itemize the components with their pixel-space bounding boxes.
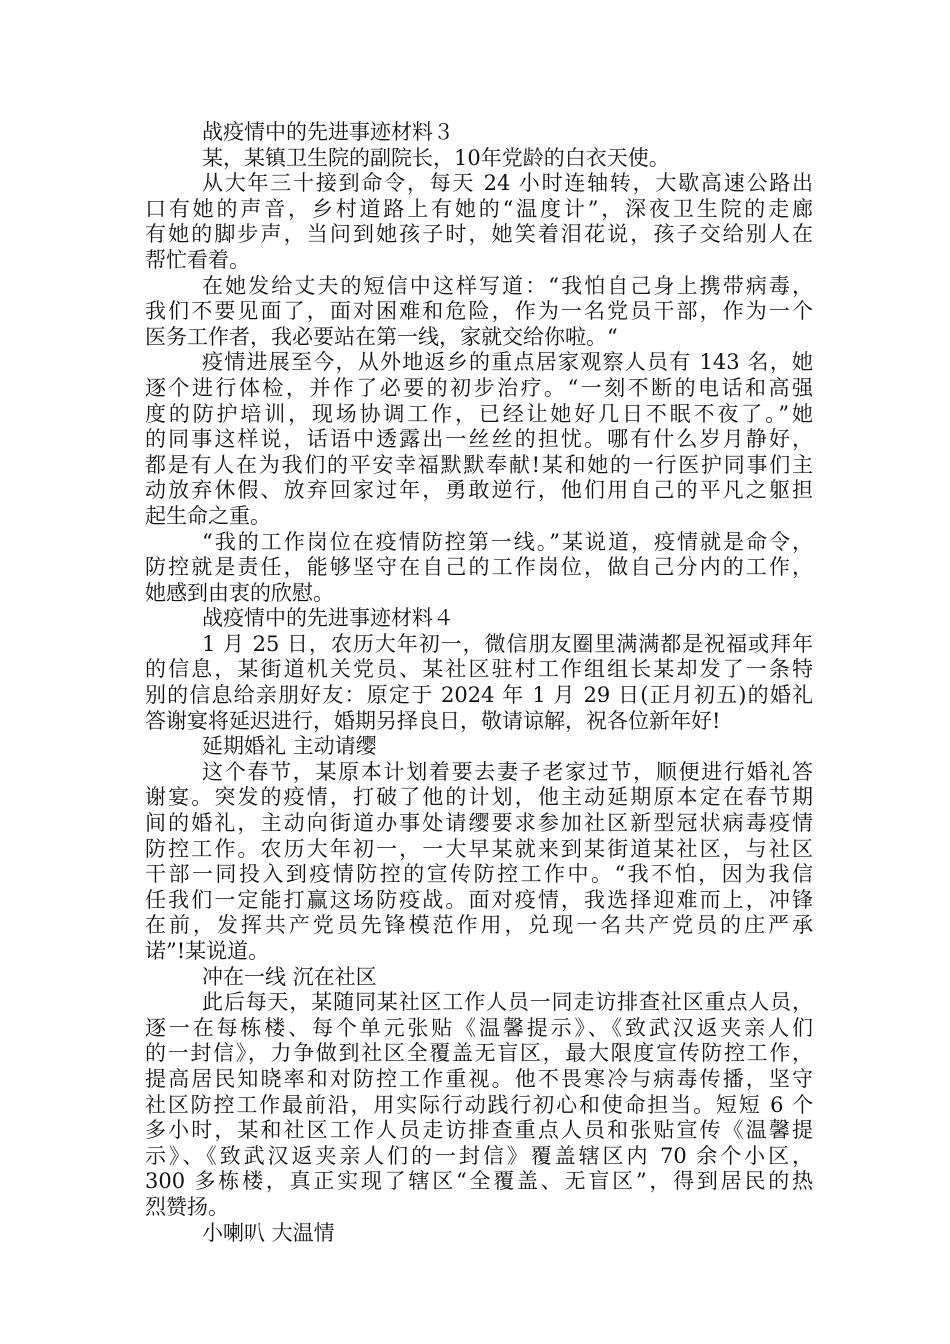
paragraph-last-line: 起生命之重。 bbox=[145, 503, 271, 528]
paragraph-line: 在前，发挥共产党员先锋模范作用，兑现一名共产党员的庄严承 bbox=[145, 913, 813, 938]
paragraph-line: 逐个进行体检，并作了必要的初步治疗。“一刻不断的电话和高强 bbox=[145, 375, 813, 400]
paragraph-first-line: 此后每天，某随同某社区工作人员一同走访排查社区重点人员， bbox=[202, 990, 813, 1015]
paragraph-first-line: “我的工作岗位在疫情防控第一线。”某说道，疫情就是命令， bbox=[202, 529, 813, 554]
paragraph-line: 口有她的声音，乡村道路上有她的“温度计”，深夜卫生院的走廊 bbox=[145, 196, 813, 221]
section-heading: 小喇叭 大温情 bbox=[202, 1220, 335, 1245]
paragraph-first-line: 1 月 25 日，农历大年初一，微信朋友圈里满满都是祝福或拜年 bbox=[202, 631, 813, 656]
section-heading: 冲在一线 沉在社区 bbox=[202, 964, 377, 989]
paragraph-line: 度的防护培训，现场协调工作，已经让她好几日不眠不夜了。”她 bbox=[145, 401, 813, 426]
paragraph-line: 别的信息给亲朋好友：原定于 2024 年 1 月 29 日(正月初五)的婚礼 bbox=[145, 683, 813, 708]
paragraph-line: 防控就是责任，能够坚守在自己的工作岗位，做自己分内的工作， bbox=[145, 555, 813, 580]
paragraph-line: 谢宴。突发的疫情，打破了他的计划，他主动延期原本定在春节期 bbox=[145, 785, 813, 810]
paragraph-line: 多小时，某和社区工作人员走访排查重点人员和张贴宣传《温馨提 bbox=[145, 1118, 813, 1143]
document-body bbox=[145, 120, 813, 1246]
section-heading: 延期婚礼 主动请缨 bbox=[202, 734, 377, 759]
paragraph-line: 提高居民知晓率和对防控工作重视。他不畏寒冷与病毒传播，坚守 bbox=[145, 1066, 813, 1091]
paragraph-line: 社区防控工作最前沿，用实际行动践行初心和使命担当。短短 6 个 bbox=[145, 1092, 813, 1117]
paragraph-line: 动放弃休假、放弃回家过年，勇敢逆行，他们用自己的平凡之躯担 bbox=[145, 478, 813, 503]
paragraph-line: 防控工作。农历大年初一，一大早某就来到某街道某社区，与社区 bbox=[145, 836, 813, 861]
paragraph-line: 的同事这样说，话语中透露出一丝丝的担忧。哪有什么岁月静好， bbox=[145, 427, 813, 452]
paragraph-line: 的一封信》，力争做到社区全覆盖无盲区，最大限度宣传防控工作， bbox=[145, 1041, 813, 1066]
paragraph-line: 干部一同投入到疫情防控的宣传防控工作中。“我不怕，因为我信 bbox=[145, 862, 813, 887]
section-heading: 战疫情中的先进事迹材料４ bbox=[202, 606, 454, 631]
paragraph-first-line: 在她发给丈夫的短信中这样写道：“我怕自己身上携带病毒， bbox=[202, 273, 813, 298]
paragraph-last-line: 医务工作者，我必要站在第一线，家就交给你啦。“ bbox=[145, 324, 618, 349]
paragraph-first-line: 这个春节，某原本计划着要去妻子老家过节，顺便进行婚礼答 bbox=[202, 759, 813, 784]
paragraph-last-line: 诺”!某说道。 bbox=[145, 939, 270, 963]
section-heading: 战疫情中的先进事迹材料３ bbox=[202, 120, 454, 144]
paragraph-line: 示》、《致武汉返夹亲人们的一封信》覆盖辖区内 70 余个小区， bbox=[145, 1143, 813, 1168]
paragraph-line: 任我们一定能打赢这场防疫战。面对疫情，我选择迎难而上，冲锋 bbox=[145, 887, 813, 912]
document-page bbox=[145, 120, 813, 1246]
paragraph-last-line: 帮忙看着。 bbox=[145, 247, 250, 272]
paragraph-line: 的信息，某街道机关党员、某社区驻村工作组组长某却发了一条特 bbox=[145, 657, 813, 682]
paragraph-line: 都是有人在为我们的平安幸福默默奉献!某和她的一行医护同事们主 bbox=[145, 452, 813, 477]
paragraph-single-line: 某，某镇卫生院的副院长，10年党龄的白衣天使。 bbox=[202, 145, 670, 170]
paragraph-last-line: 答谢宴将延迟进行，婚期另择良日，敬请谅解，祝各位新年好! bbox=[145, 708, 721, 733]
paragraph-first-line: 疫情进展至今，从外地返乡的重点居家观察人员有 143 名，她 bbox=[202, 350, 813, 375]
paragraph-line: 逐一在每栋楼、每个单元张贴《温馨提示》、《致武汉返夹亲人们 bbox=[145, 1015, 813, 1040]
paragraph-line: 我们不要见面了，面对困难和危险，作为一名党员干部，作为一个 bbox=[145, 299, 813, 324]
paragraph-line: 有她的脚步声，当问到她孩子时，她笑着泪花说，孩子交给别人在 bbox=[145, 222, 813, 247]
paragraph-first-line: 从大年三十接到命令，每天 24 小时连轴转，大歇高速公路出 bbox=[202, 171, 813, 196]
paragraph-line: 300 多栋楼，真正实现了辖区“全覆盖、无盲区”，得到居民的热 bbox=[145, 1169, 813, 1194]
paragraph-last-line: 烈赞扬。 bbox=[145, 1194, 229, 1219]
paragraph-last-line: 她感到由衷的欣慰。 bbox=[145, 580, 334, 605]
paragraph-line: 间的婚礼，主动向街道办事处请缨要求参加社区新型冠状病毒疫情 bbox=[145, 811, 813, 836]
